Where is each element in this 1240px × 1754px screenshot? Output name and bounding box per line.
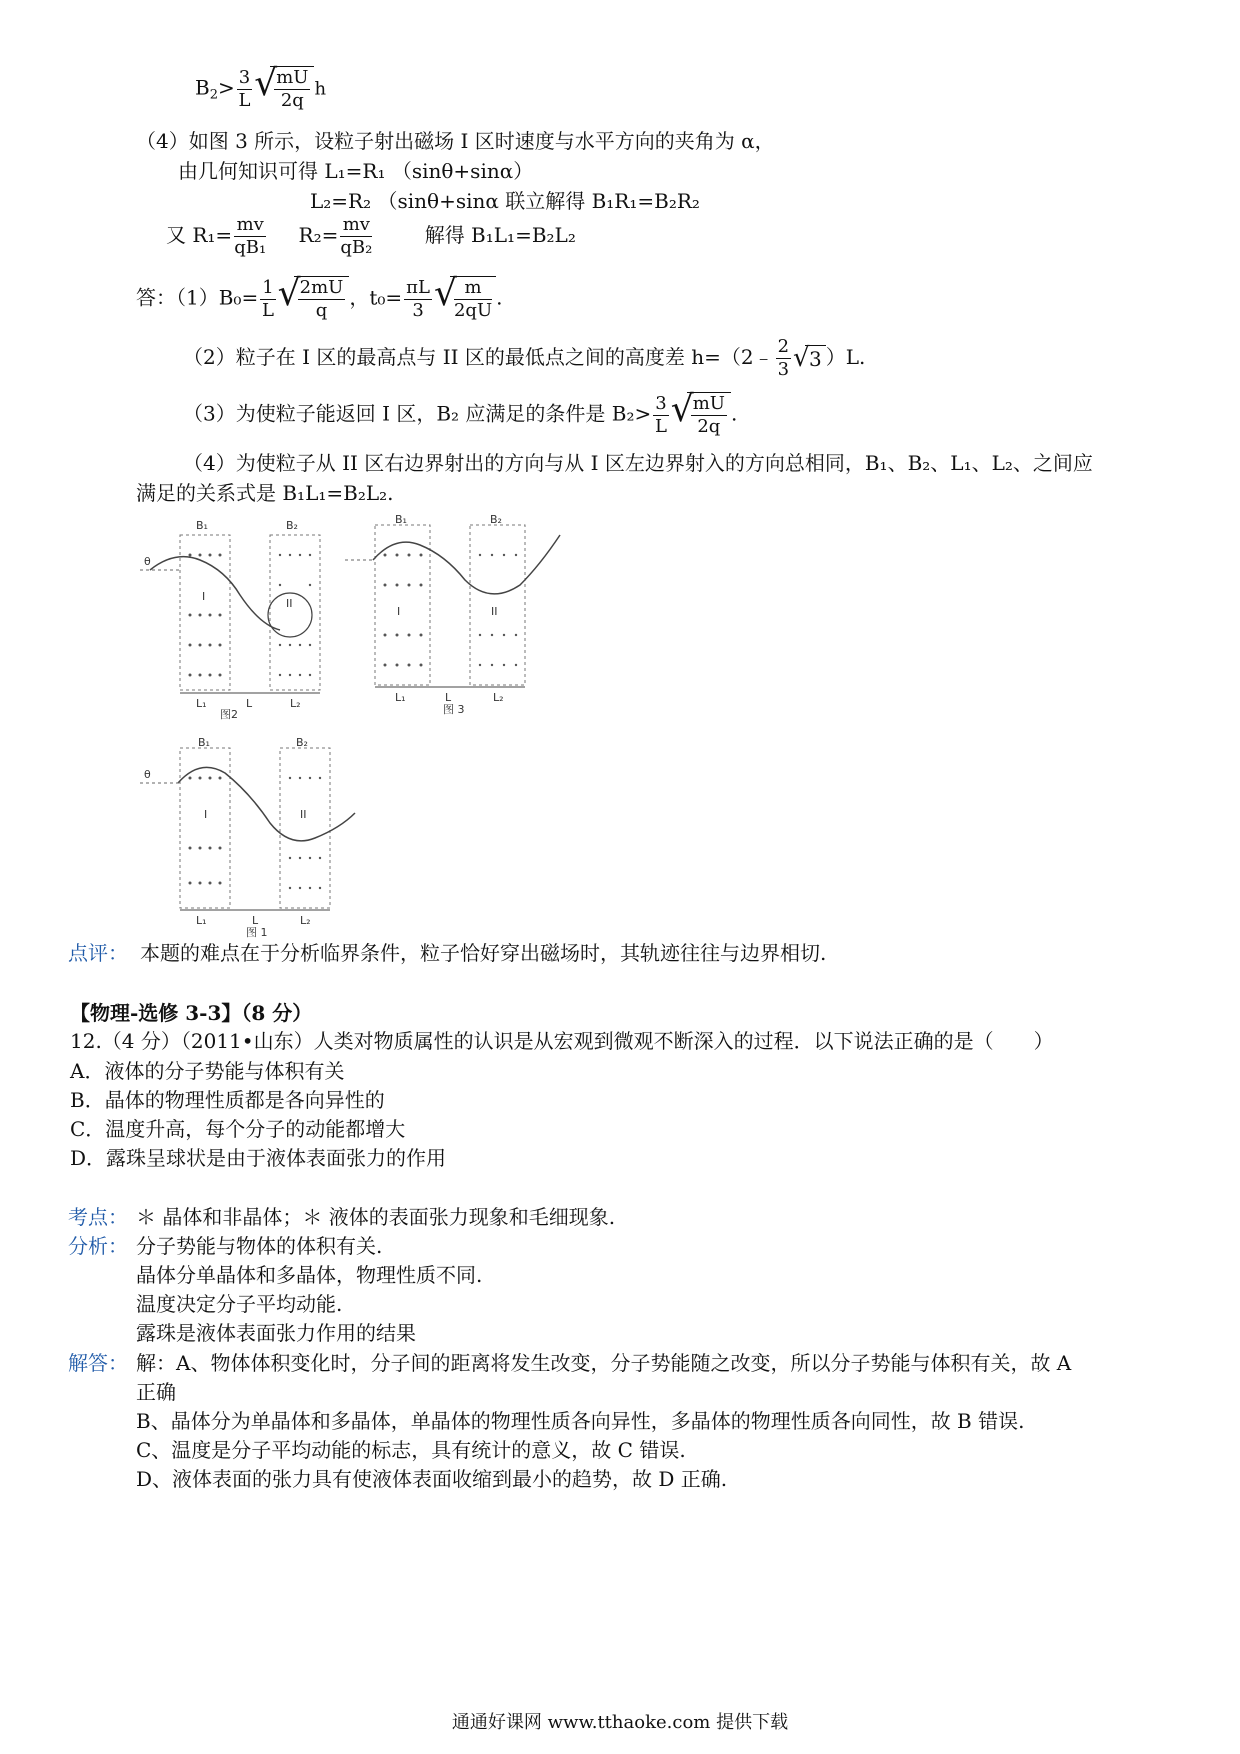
comment-line: 点评： 本题的难点在于分析临界条件，粒子恰好穿出磁场时，其轨迹往往与边界相切. [68, 941, 827, 965]
figure-3-diagram [345, 515, 570, 715]
svg-text:图2: 图2 [220, 708, 238, 720]
figure-2-diagram [140, 515, 345, 720]
svg-text:L: L [252, 914, 259, 927]
option-c: C．温度升高，每个分子的动能都增大 [70, 1117, 406, 1141]
svg-text:B₂: B₂ [490, 515, 502, 526]
option-a: A．液体的分子势能与体积有关 [70, 1059, 345, 1083]
svg-text:图 3: 图 3 [443, 703, 465, 715]
b2-condition-formula: $B_2>$ $\frac{3}{L}$ √ $\frac{mU}{2q}$ h [195, 63, 327, 111]
svg-text:II: II [491, 605, 498, 618]
svg-text:L₂: L₂ [300, 914, 311, 927]
answer-2: （2）粒子在 I 区的最高点与 II 区的最低点之间的高度差 h=（2﹣ $\frac{2}{3}$ √ 3 ）L. [183, 336, 866, 380]
svg-text:θ: θ [144, 768, 151, 781]
svg-text:图 1: 图 1 [246, 926, 268, 938]
part4-line4: 又 R₁= $\frac{mv}{\text{qB₁}}$ R₂= $\frac{mv}{\text{qB₂}}$ 解得 B₁L₁=B₂L₂ [166, 214, 576, 258]
answer-4-line2: 满足的关系式是 B₁L₁=B₂L₂. [136, 481, 394, 505]
svg-text:θ: θ [144, 555, 151, 568]
answer-4-line1: （4）为使粒子从 II 区右边界射出的方向与从 I 区左边界射入的方向总相同，B₁、B₂、L₁、L₂、之间应 [183, 451, 1093, 475]
jieda-line-4: C、温度是分子平均动能的标志，具有统计的意义，故 C 错误. [136, 1438, 686, 1462]
svg-text:B₂: B₂ [296, 738, 308, 749]
kaodian-label: 考点： [68, 1205, 128, 1229]
page-footer: 通通好课网 www.tthaoke.com 提供下载 [451, 1712, 789, 1733]
jieda-label: 解答： [68, 1351, 128, 1375]
svg-text:L₁: L₁ [196, 697, 207, 710]
svg-text:L: L [246, 697, 253, 710]
svg-text:L₁: L₁ [196, 914, 207, 927]
fenxi-line-3: 温度决定分子平均动能. [136, 1292, 343, 1316]
option-d: D．露珠呈球状是由于液体表面张力的作用 [70, 1146, 447, 1170]
kaodian-text: ＊ 晶体和非晶体；＊ 液体的表面张力现象和毛细现象. [136, 1205, 616, 1229]
part4-line1: （4）如图 3 所示，设粒子射出磁场 I 区时速度与水平方向的夹角为 α， [136, 129, 775, 153]
svg-text:I: I [397, 605, 401, 618]
svg-text:L₂: L₂ [493, 691, 504, 704]
jieda-line-5: D、液体表面的张力具有使液体表面收缩到最小的趋势，故 D 正确. [136, 1467, 728, 1491]
answer-1: 答：（1）B₀= $\frac{1}{L}$ √ $\frac{2mU}{q}$ ，t₀= $\frac{\pi L}{3}$ √ $\frac{m}{2qU}$ . [136, 273, 503, 321]
fenxi-line-1: 分子势能与物体的体积有关. [136, 1234, 383, 1258]
jieda-line-2: 正确 [136, 1380, 176, 1404]
fenxi-line-4: 露珠是液体表面张力作用的结果 [136, 1321, 416, 1345]
fenxi-line-2: 晶体分单晶体和多晶体，物理性质不同. [136, 1263, 483, 1287]
part4-line3: L₂=R₂ （sinθ+sinα 联立解得 B₁R₁=B₂R₂ [310, 189, 700, 213]
jieda-line-1: 解：A、物体体积变化时，分子间的距离将发生改变，分子势能随之改变，所以分子势能与体积有关，故 A [136, 1351, 1072, 1375]
svg-text:II: II [300, 808, 307, 821]
jieda-line-3: B、晶体分为单晶体和多晶体，单晶体的物理性质各向异性，多晶体的物理性质各向同性，故 B 错误. [136, 1409, 1025, 1433]
svg-text:B₂: B₂ [286, 519, 298, 532]
section-title: 【物理-选修 3-3】（8 分） [70, 1001, 313, 1025]
svg-text:I: I [202, 590, 206, 603]
option-b: B．晶体的物理性质都是各向异性的 [70, 1088, 385, 1112]
comment-label: 点评： [68, 941, 128, 965]
part4-line2: 由几何知识可得 L₁=R₁ （sinθ+sinα） [178, 159, 534, 183]
svg-text:B₁: B₁ [395, 515, 407, 526]
answer-3: （3）为使粒子能返回 I 区，B₂ 应满足的条件是 B₂> $\frac{3}{L}$ √ $\frac{mU}{2q}$ . [183, 389, 738, 437]
fenxi-label: 分析： [68, 1234, 128, 1258]
svg-text:II: II [286, 597, 293, 610]
question-stem: 12.（4 分）（2011•山东）人类对物质属性的认识是从宏观到微观不断深入的过程．以下说法正确的是（ ） [70, 1029, 1054, 1053]
figure-1-diagram [140, 738, 365, 938]
svg-text:B₁: B₁ [198, 738, 210, 749]
svg-text:L: L [445, 691, 452, 704]
svg-text:L₁: L₁ [395, 691, 406, 704]
svg-text:B₁: B₁ [196, 519, 208, 532]
svg-text:I: I [204, 808, 208, 821]
svg-text:L₂: L₂ [290, 697, 301, 710]
